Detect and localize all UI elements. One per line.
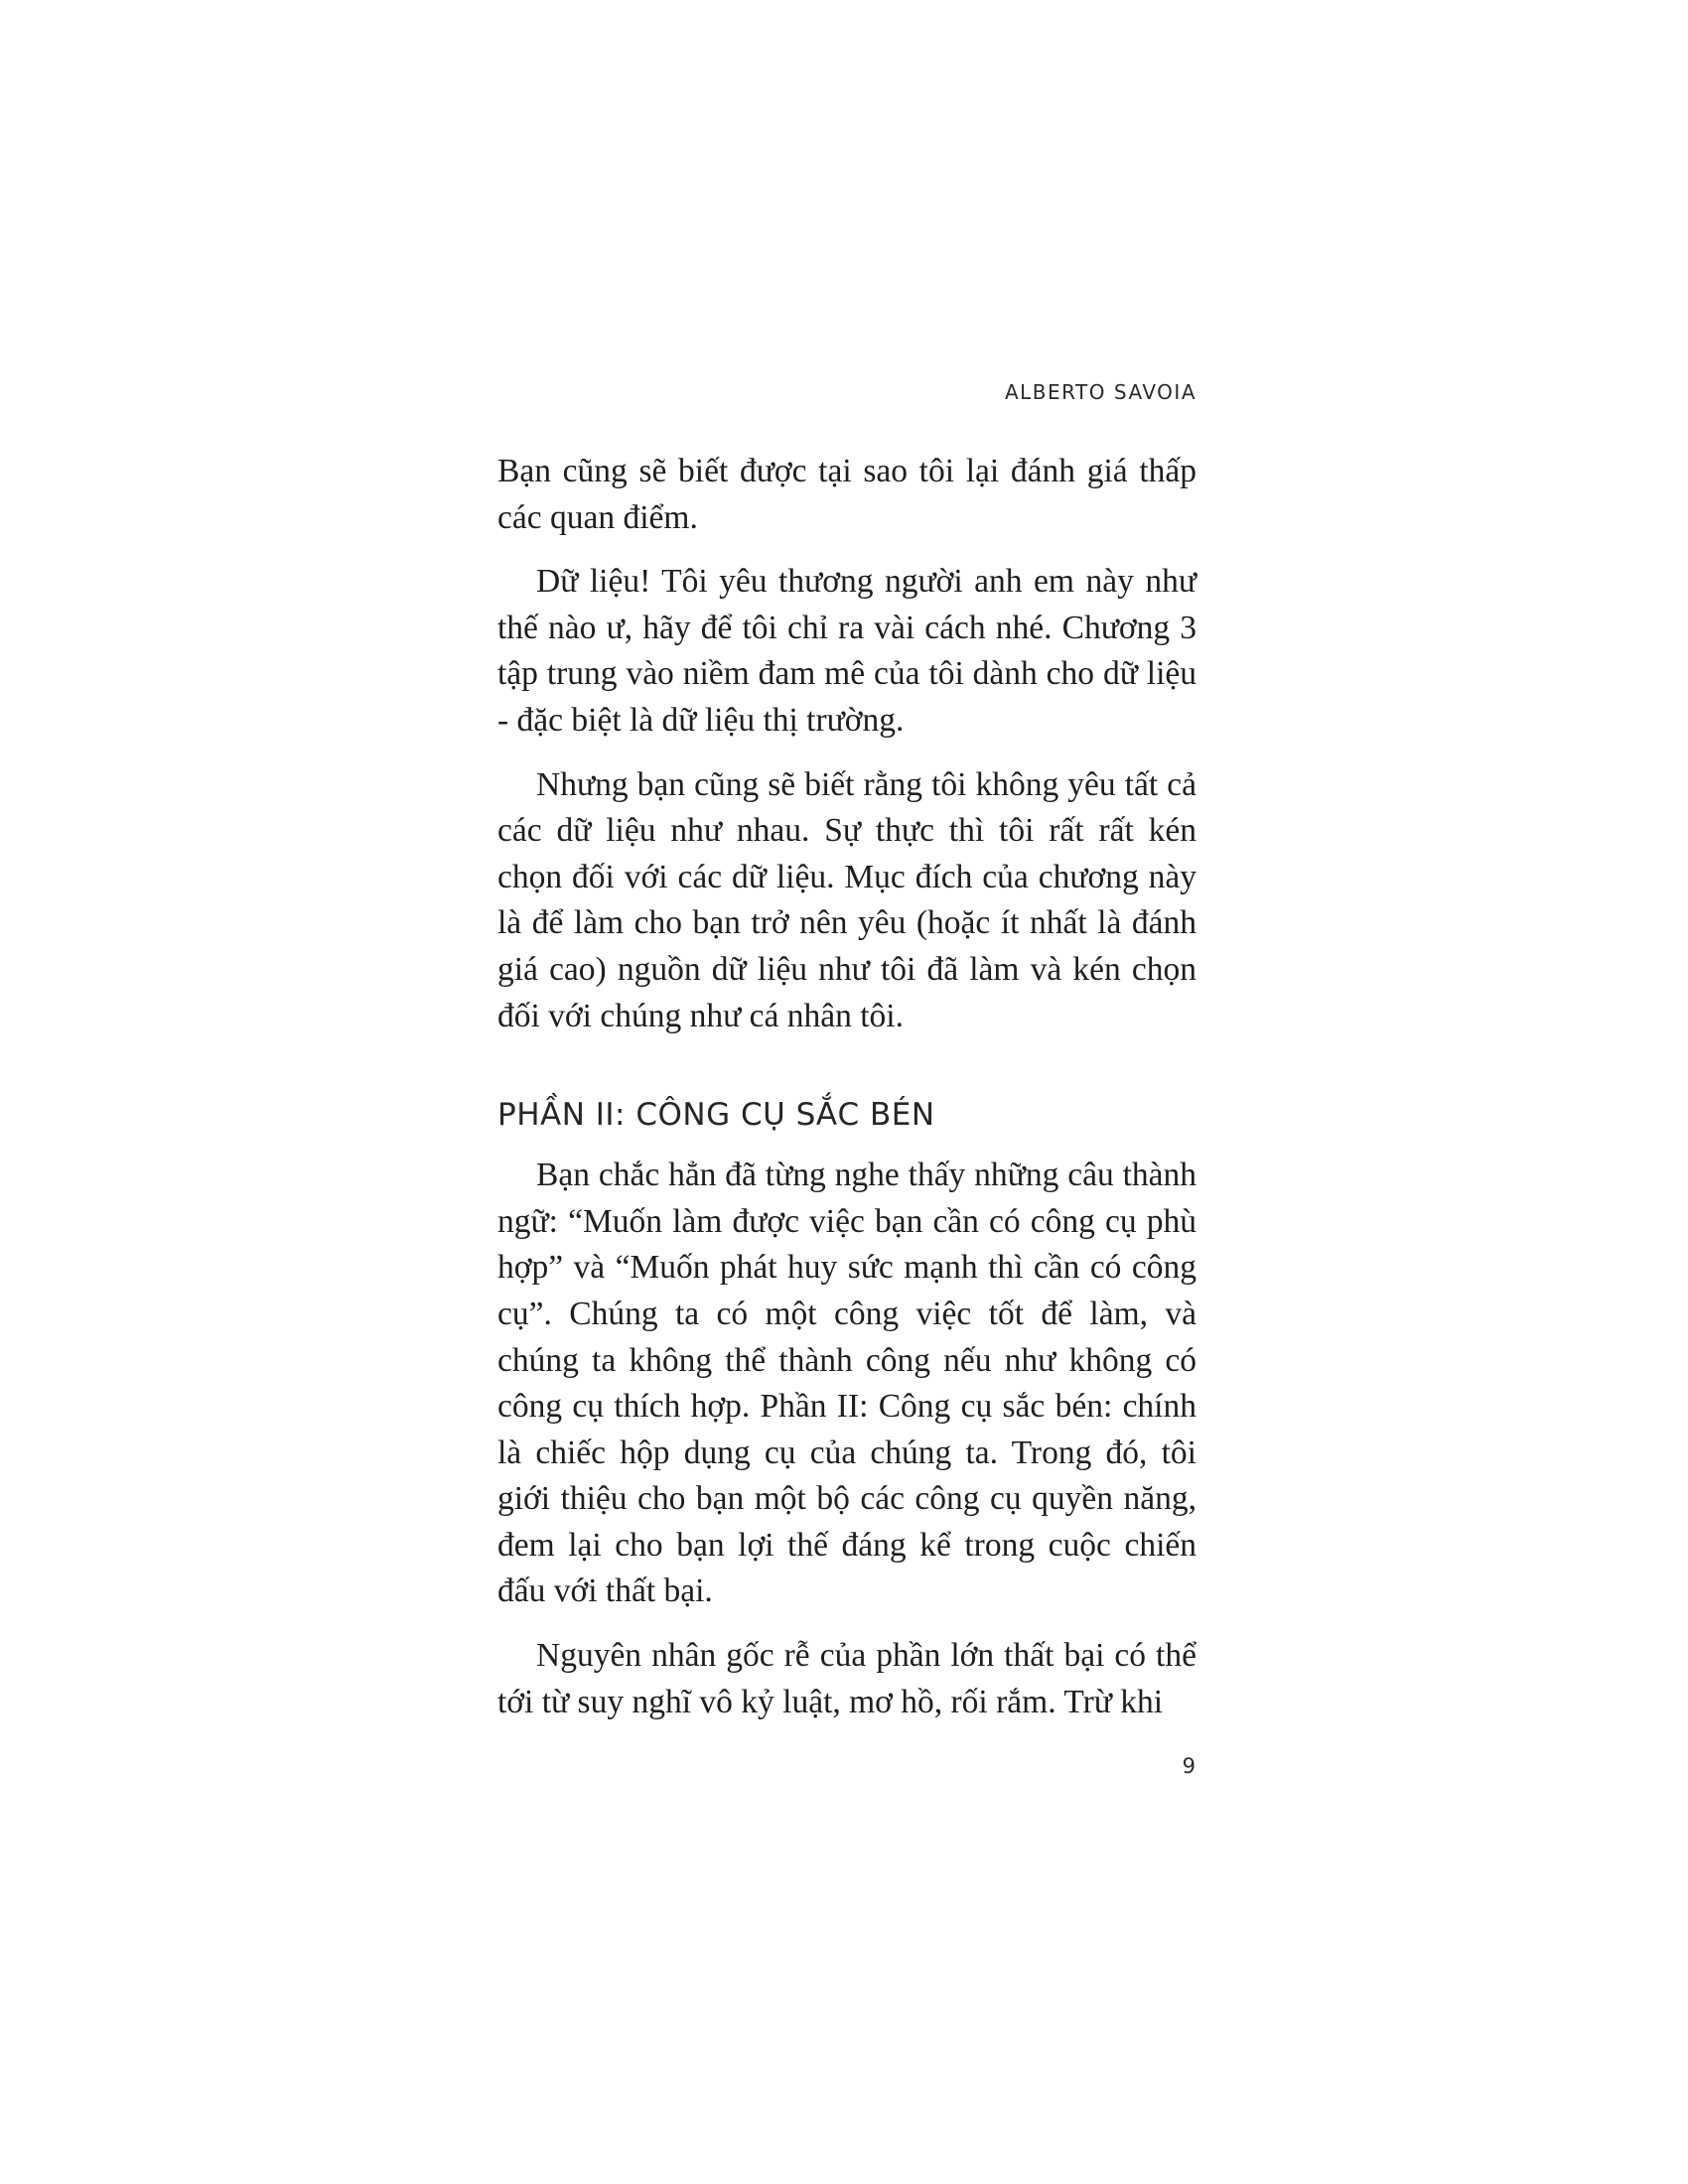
paragraph: Dữ liệu! Tôi yêu thương người anh em này như thế nào ư, hãy để tôi chỉ ra vài cách nhé. Chương 3 tập trung vào niềm đam mê của tôi dành cho dữ liệu - đặc biệt là dữ liệu thị trường. [497, 563, 1196, 739]
paragraph: Bạn cũng sẽ biết được tại sao tôi lại đánh giá thấp các quan điểm. [497, 453, 1196, 536]
paragraph: Nhưng bạn cũng sẽ biết rằng tôi không yêu tất cả các dữ liệu như nhau. Sự thực thì tôi rất rất kén chọn đối với các dữ liệu. Mục đích của chương này là để làm cho bạn trở nên yêu (hoặc ít nhất là đánh giá cao) nguồn dữ liệu như tôi đã làm và kén chọn đối với chúng như cá nhân tôi. [497, 765, 1196, 1034]
section-heading: PHẦN II: CÔNG CỤ SẮC BÉN [497, 1097, 935, 1134]
paragraph: Nguyên nhân gốc rễ của phần lớn thất bại có thể tới từ suy nghĩ vô kỷ luật, mơ hồ, rối rắm. Trừ khi [497, 1637, 1196, 1720]
paragraph: Bạn chắc hẳn đã từng nghe thấy những câu thành ngữ: “Muốn làm được việc bạn cần có công cụ phù hợp” và “Muốn phát huy sức mạnh thì cần có công cụ”. Chúng ta có một công việc tốt để làm, và chúng ta không thể thành công nếu như không có công cụ thích hợp. Phần II: Công cụ sắc bén: chính là chiếc hộp dụng cụ của chúng ta. Trong đó, tôi giới thiệu cho bạn một bộ các công cụ quyền năng, đem lại cho bạn lợi thế đáng kể trong cuộc chiến đấu với thất bại. [497, 1157, 1196, 1610]
running-header-author: ALBERTO SAVOIA [1004, 380, 1196, 404]
page-number: 9 [1182, 1754, 1196, 1778]
body-text [497, 449, 1196, 1743]
